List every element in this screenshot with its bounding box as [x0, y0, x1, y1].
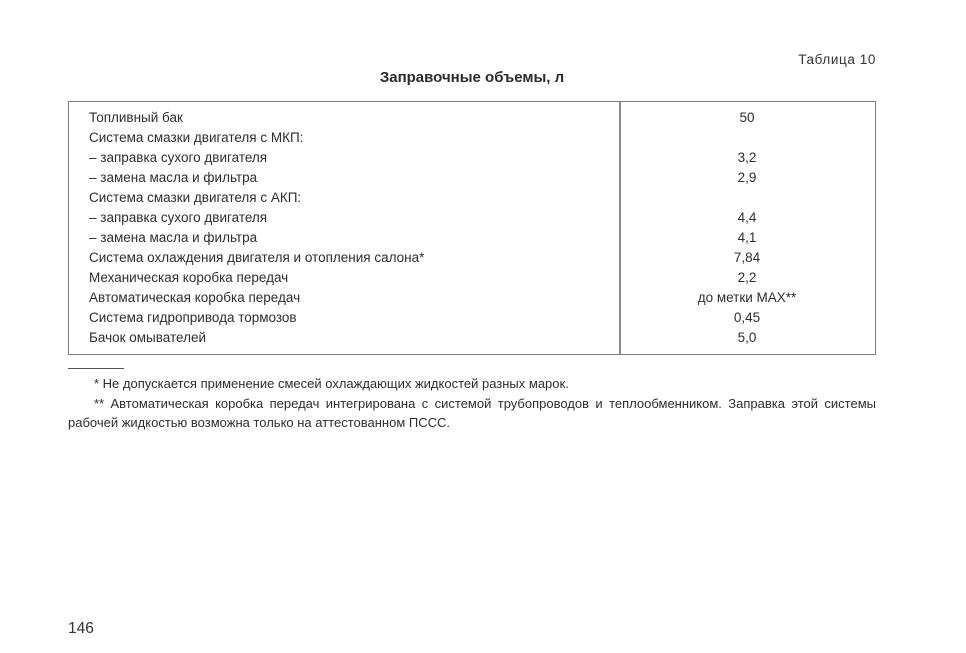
row-value: 4,4 — [737, 210, 757, 225]
row-label: Система смазки двигателя с АКП: — [89, 190, 302, 205]
table-caption: Таблица 10 — [798, 52, 876, 67]
table-row — [69, 208, 875, 228]
row-label: Механическая коробка передач — [89, 270, 289, 285]
table-row — [69, 128, 875, 148]
filling-volumes-table — [68, 101, 876, 355]
row-label: Бачок омывателей — [89, 330, 207, 345]
row-label: – замена масла и фильтра — [89, 230, 258, 245]
table-row — [69, 268, 875, 288]
footnote-double-asterisk: ** Автоматическая коробка передач интегрирована с системой трубопроводов и теплообменником. Заправка этой системы рабочей жидкостью возможна только на аттестованном ПССС. — [68, 395, 876, 430]
table-row — [69, 148, 875, 168]
row-value: 7,84 — [733, 250, 761, 265]
footnote-divider — [68, 368, 124, 369]
row-label: Топливный бак — [89, 110, 183, 125]
row-value: до метки MAX** — [697, 290, 797, 305]
row-label: Автоматическая коробка передач — [89, 290, 301, 305]
table-row — [69, 108, 875, 128]
row-label: – замена масла и фильтра — [89, 170, 258, 185]
row-label: Система охлаждения двигателя и отопления салона* — [89, 250, 425, 265]
page-title: Заправочные объемы, л — [379, 69, 565, 86]
page-number: 146 — [68, 620, 94, 637]
row-value: 3,2 — [737, 150, 757, 165]
row-label: Система гидропривода тормозов — [89, 310, 297, 325]
row-value: 0,45 — [733, 310, 761, 325]
table-row — [69, 168, 875, 188]
row-value: 2,2 — [737, 270, 757, 285]
row-value — [619, 188, 875, 208]
row-label: – заправка сухого двигателя — [89, 150, 268, 165]
row-value: 4,1 — [737, 230, 757, 245]
row-label: – заправка сухого двигателя — [89, 210, 268, 225]
table-row — [69, 288, 875, 308]
table-row — [69, 308, 875, 328]
row-value: 5,0 — [737, 330, 757, 345]
row-value: 50 — [739, 110, 755, 125]
table-row — [69, 228, 875, 248]
footnotes — [68, 374, 876, 433]
row-value — [619, 128, 875, 148]
column-divider — [619, 102, 621, 354]
footnote-single-asterisk: * Не допускается применение смесей охлаждающих жидкостей разных марок. — [94, 376, 569, 391]
table-row — [69, 188, 875, 208]
row-value: 2,9 — [737, 170, 757, 185]
table-row — [69, 328, 875, 348]
row-label: Система смазки двигателя с МКП: — [89, 130, 304, 145]
table-row — [69, 248, 875, 268]
